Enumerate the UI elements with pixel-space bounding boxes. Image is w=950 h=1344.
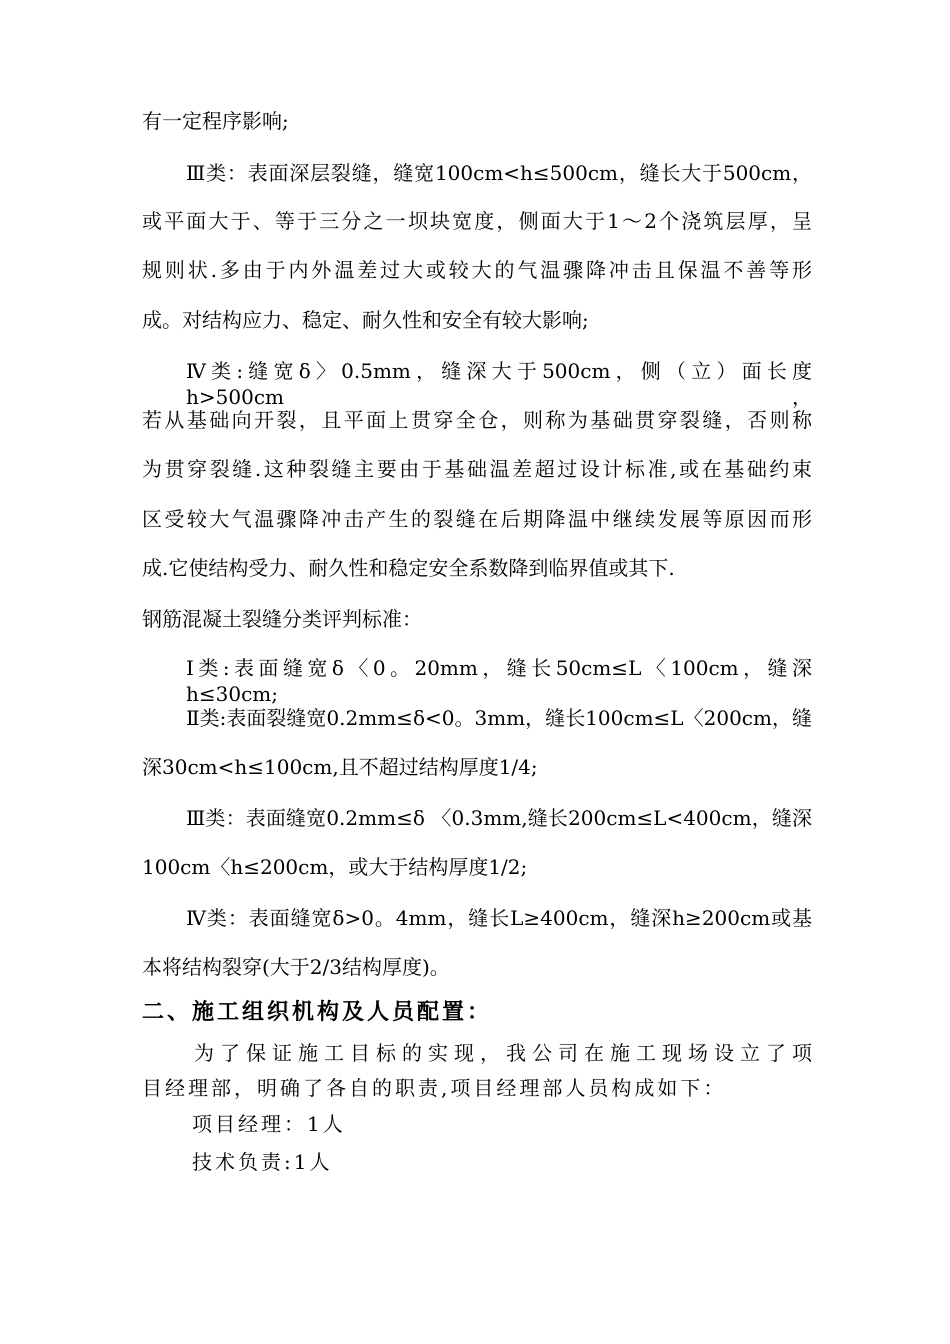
paragraph-line: 为贯穿裂缝.这种裂缝主要由于基础温差超过设计标准,或在基础约束 — [142, 457, 812, 481]
section-heading: 二、施工组织机构及人员配置： — [142, 999, 493, 1025]
paragraph-line: Ⅱ类:表面裂缝宽0.2mm≤δ<0。3mm，缝长100cm≤L〈200cm，缝 — [186, 706, 812, 730]
paragraph-line: 成。对结构应力、稳定、耐久性和安全有较大影响; — [142, 308, 589, 332]
paragraph-line: Ⅲ类：表面缝宽0.2mm≤δ 〈0.3mm,缝长200cm≤L<400cm，缝深 — [186, 806, 812, 830]
paragraph-line: Ⅲ类：表面深层裂缝，缝宽100cm<h≤500cm，缝长大于500cm， — [186, 161, 812, 185]
paragraph-line: 规则状.多由于内外温差过大或较大的气温骤降冲击且保温不善等形 — [142, 258, 812, 282]
section-intro-line: 目经理部，明确了各自的职责,项目经理部人员构成如下： — [142, 1076, 727, 1100]
paragraph-line: Ⅳ类:缝宽δ〉0.5mm，缝深大于500cm，侧（立）面长度h>500cm， — [186, 359, 812, 409]
staff-item: 项目经理：1人 — [192, 1112, 346, 1136]
paragraph-line: Ⅰ类:表面缝宽δ〈0。20mm，缝长50cm≤L〈100cm，缝深h≤30cm; — [186, 656, 812, 706]
paragraph-line: 本将结构裂穿(大于2/3结构厚度)。 — [142, 955, 450, 979]
paragraph-line: 深30cm<h≤100cm,且不超过结构厚度1/4; — [142, 755, 538, 779]
paragraph-line: Ⅳ类：表面缝宽δ>0。4mm，缝长L≥400cm，缝深h≥200cm或基 — [186, 906, 812, 930]
subheading-line: 钢筋混凝土裂缝分类评判标准： — [142, 607, 422, 631]
paragraph-line: 区受较大气温骤降冲击产生的裂缝在后期降温中继续发展等原因而形 — [142, 507, 812, 531]
paragraph-line: 或平面大于、等于三分之一坝块宽度，侧面大于1～2个浇筑层厚，呈 — [142, 209, 812, 233]
paragraph-line: 有一定程序影响; — [142, 109, 289, 133]
paragraph-line: 成.它使结构受力、耐久性和稳定安全系数降到临界值或其下. — [142, 556, 675, 580]
paragraph-line: 100cm〈h≤200cm，或大于结构厚度1/2; — [142, 855, 528, 879]
staff-item: 技术负责:1人 — [192, 1150, 333, 1174]
paragraph-line: 若从基础向开裂，且平面上贯穿全仓，则称为基础贯穿裂缝，否则称 — [142, 408, 812, 432]
section-intro-line: 为了保证施工目标的实现，我公司在施工现场设立了项 — [194, 1041, 812, 1065]
